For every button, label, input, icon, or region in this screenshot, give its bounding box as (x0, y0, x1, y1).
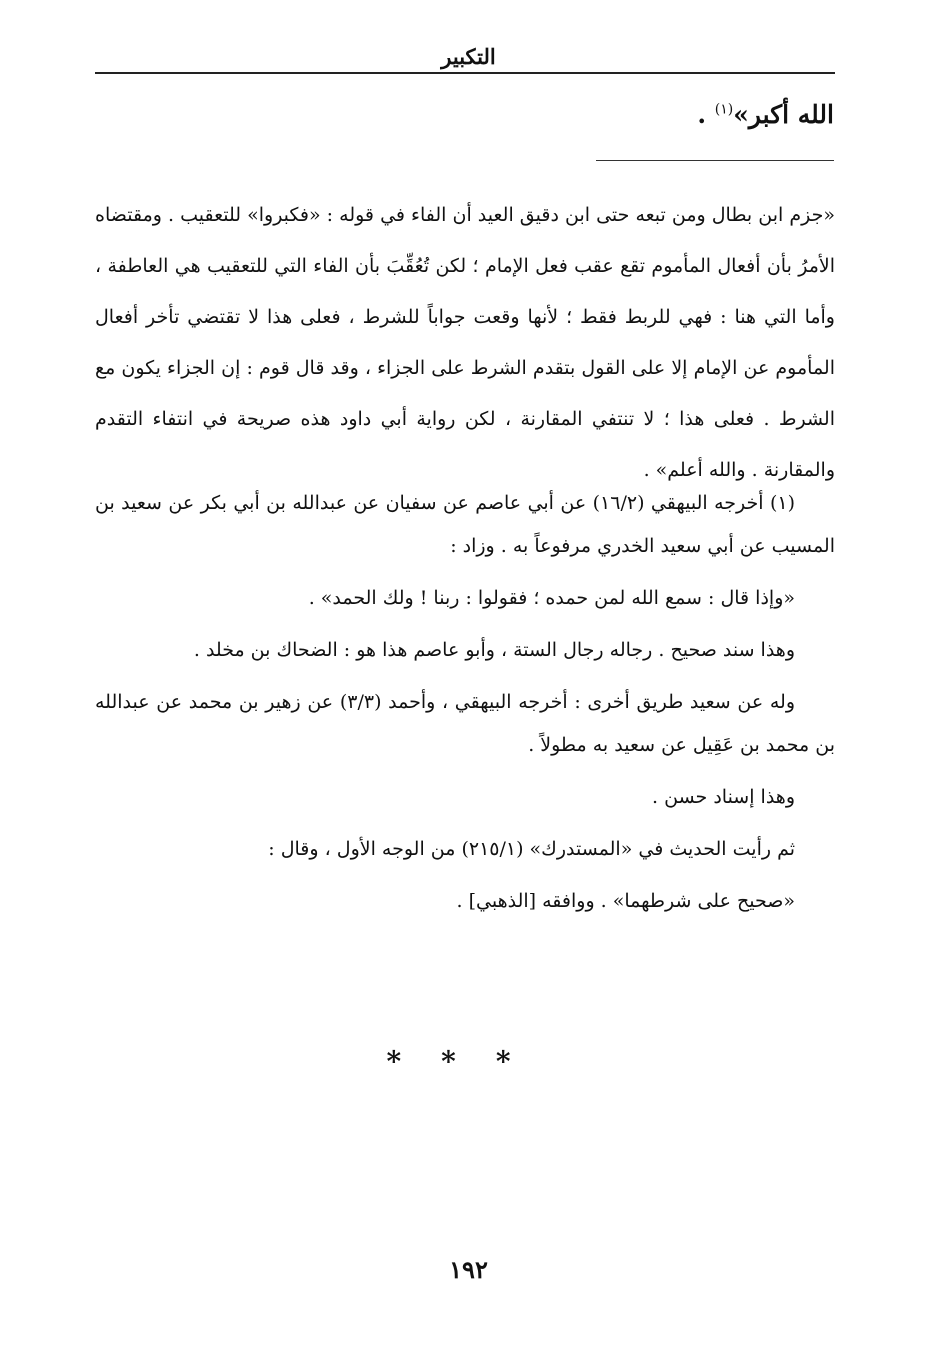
separator-star: * (386, 1045, 442, 1078)
intro-end: . (697, 100, 707, 129)
quoted-commentary (95, 190, 835, 496)
running-header-title: التكبير (441, 44, 496, 69)
footnote-paragraph: وهذا إسناد حسن . (652, 786, 795, 808)
footnote-paragraph: وهذا سند صحيح . رجاله رجال الستة ، وأبو عاصم هذا هو : الضحاك بن مخلد . (193, 639, 795, 661)
separator-star: * (495, 1045, 551, 1078)
intro-line (697, 100, 834, 129)
separator-star: * (441, 1045, 496, 1078)
page-number: ١٩٢ (449, 1255, 488, 1284)
commentary-paragraph: «جزم ابن بطال ومن تبعه حتى ابن دقيق العيد أن الفاء في قوله : «فكبروا» للتعقيب . ومقتضاه الأمرُ بأن أفعال المأموم تقع عقب فعل الإمام ؛ لكن تُعُقِّبَ بأن الفاء التي للتعقيب هي العاطفة ، وأما التي هنا : فهي للربط فقط ؛ لأنها وقعت جواباً للشرط ، فعلى هذا لا تقتضي تأخر أفعال المأموم عن الإمام إلا على القول بتقدم الشرط على الجزاء ، وقد قال قوم : إن الجزاء يكون مع الشرط . فعلى هذا ؛ لا تنتفي المقارنة ، لكن رواية أبي داود هذه صريحة في انتفاء التقدم والمقارنة . والله أعلم» . (95, 204, 835, 481)
footnote-paragraph: (١) أخرجه البيهقي (١٦/٢) عن أبي عاصم عن سفيان عن عبدالله بن أبي بكر عن سعيد بن المسيب عن أبي سعيد الخدري مرفوعاً به . وزاد : (95, 492, 835, 557)
intro-text: الله أكبر» (733, 100, 834, 129)
footnote-paragraph: ثم رأيت الحديث في «المستدرك» (٢١٥/١) من الوجه الأول ، وقال : (268, 838, 795, 860)
footnote-block (95, 482, 835, 923)
section-separator (0, 1045, 937, 1078)
footnote-separator-rule (596, 160, 834, 161)
footnote-paragraph: «وإذا قال : سمع الله لمن حمده ؛ فقولوا : ربنا ! ولك الحمد» . (308, 587, 795, 609)
footnote-paragraph: «صحيح على شرطهما» . ووافقه [الذهبي] . (456, 890, 795, 912)
footnote-paragraph: وله عن سعيد طريق أخرى : أخرجه البيهقي ، وأحمد (٣/٣) عن زهير بن محمد عن عبدالله بن محمد بن عَقِيل عن سعيد به مطولاً . (95, 691, 835, 756)
header-rule (95, 72, 835, 74)
footnote-reference: (١) (714, 101, 734, 118)
